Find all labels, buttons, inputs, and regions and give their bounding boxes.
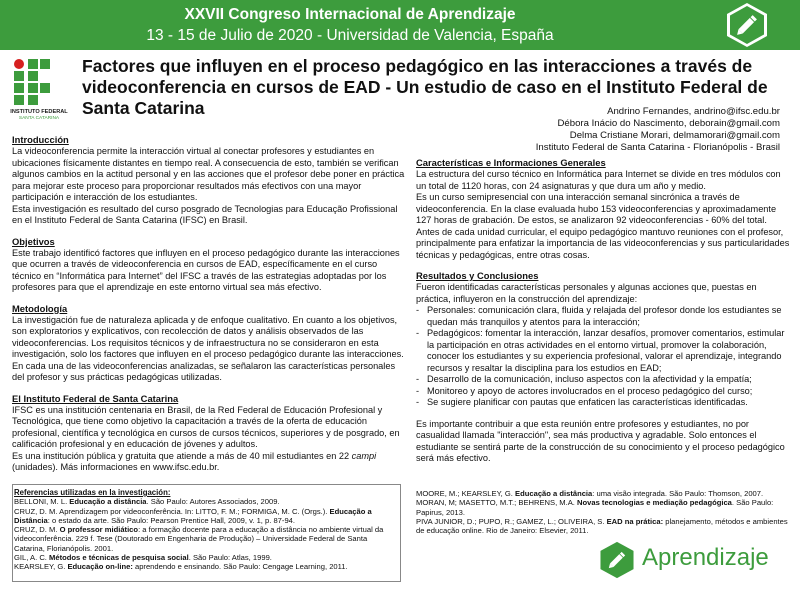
- references-left: [14, 488, 399, 572]
- pencil-icon: [724, 2, 770, 48]
- section-text: Es importante contribuir a que esta reunión entre profesores y estudiantes, no por casualidad llamada "interacción", sea más productiva y agradable. Solo entonces el estudiante se sentirá parte de la construcción de su conocimiento y el proceso pedagógico será más efectivo.: [416, 418, 785, 463]
- author-line: Delma Cristiane Morari, delmamorari@gmail.com: [569, 130, 780, 141]
- reference-item: BELLONI, M. L. Educação a distância. São Paulo: Autores Associados, 2009.: [14, 497, 280, 507]
- conference-banner: [0, 0, 800, 50]
- section-text: La videoconferencia permite la interacción virtual al conectar profesores y estudiantes en ubicaciones físicamente distantes en tiempo real. A consecuencia de esto, también se verifican algunos cambios en la actitud personal y en las acciones que el profesor debe poner en práctica para mejorar este proceso para proporcionar resultados más efectivos con una mayor participación e interacción de los estudiantes.: [12, 146, 405, 202]
- section-text: La investigación fue de naturaleza aplicada y de enfoque cualitativo. En cuanto a los objetivos, son exploratorios y explicativos, con recolección de datos y análisis observados de las videoconferencias. Los requisitos técnicos y de infraestructura no se consideraron en esta investigación, solo los factores que influyen en el proceso pedagógico durante las interacciones. En cada una de las videoconferencias analizadas, se señalaron las características personales del profesor y sus prácticas pedagógicas utilizadas.: [12, 314, 404, 382]
- section-heading: Metodología: [12, 302, 68, 314]
- section-objetivos: [12, 236, 408, 294]
- reference-item: PIVA JUNIOR, D.; PUPO, R.; GAMEZ, L.; OLIVEIRA, S. EAD na prática: planejamento, métodos e ambientes de educação online. Rio de Janeiro: Elsevier, 2011.: [416, 516, 788, 536]
- authors-block: [536, 106, 780, 154]
- conference-date-location: 13 - 15 de Julio de 2020 - Universidad de Valencia, España: [146, 27, 554, 44]
- section-caracteristicas: [416, 157, 790, 261]
- section-text: IFSC es una institución centenaria en Brasil, de la Red Federal de Educación Profesional y Tecnológica, que tiene como objetivo la capacitación a través de la oferta de educación profesional, científica y tecnológica en cursos de cursos técnicos, superiores y de posgrado, en calificación profesional y en educación de jóvenes y adultos.: [12, 404, 400, 449]
- reference-item: MORAN, M; MASETTO, M.T.; BEHRENS, M.A. Novas tecnologias e mediação pedagógica. São Paulo: Papirus, 2013.: [416, 498, 774, 517]
- author-line: Andrino Fernandes, andrino@ifsc.edu.br: [607, 106, 780, 117]
- pencil-icon: [598, 541, 636, 579]
- section-heading: Objetivos: [12, 235, 55, 247]
- section-text: Fueron identificadas características personales y algunas acciones que, puestas en práctica, influyeron en la construcción del aprendizaje:: [416, 282, 757, 304]
- logo-line2: SANTA CATARINA: [18, 116, 60, 121]
- section-text: La estructura del curso técnico en Informática para Internet se divide en tres módulos con un total de 1120 horas, con 24 asignaturas y que dura um año y medio.: [416, 169, 781, 191]
- section-text: Antes de cada unidad curricular, el equipo pedagógico mantuvo reuniones con el profesor, principalmente para enfatizar la importancia de las videoconferencias y sus particularidades técnicas y pedagógicas, entre otras cosas.: [416, 226, 790, 260]
- reference-item: MOORE, M.; KEARSLEY, G. Educação a distância: uma visão integrada. São Paulo: Thomson, 2007.: [416, 489, 764, 498]
- list-item: - Pedagógicos: fomentar la interacción, lanzar desafíos, promover comentarios, estimular la participación en otras actividades en el entorno virtual, promover la colaboración, conocer los estudiantes y su experiencia profesional, valorar el aprendizaje, integrando recursos y resaltar la disciplina para los estudios en EAD;: [416, 328, 790, 374]
- aprendizaje-brand: [598, 541, 788, 579]
- logo-line1: INSTITUTO FEDERAL: [10, 109, 68, 115]
- list-item: - Se sugiere planificar con pautas que enfaticen las características identificadas.: [416, 397, 790, 409]
- left-column: [12, 134, 408, 483]
- list-item: - Monitoreo y apoyo de actores involucrados en el proceso pedagógico del curso;: [416, 386, 790, 398]
- reference-item: GIL, A. C. Métodos e técnicas de pesquisa social. São Paulo: Atlas, 1999.: [14, 553, 272, 563]
- section-instituto: [12, 393, 408, 474]
- section-heading: Resultados y Conclusiones: [416, 270, 539, 281]
- results-list: [416, 305, 790, 409]
- list-item: - Desarrollo de la comunicación, incluso aspectos con la afectividad y la empatía;: [416, 374, 790, 386]
- reference-item: CRUZ, D. M. O professor midiático: a formação docente para a educação a distância no ambiente virtual da videoconferência. 229 f. Tese (Doutorado em Engenharia de Produção) – Universidade Federal de Santa Catarina, Florianópolis. 2001.: [14, 525, 384, 553]
- section-metodologia: [12, 303, 408, 384]
- if-logo: [6, 56, 72, 122]
- references-heading: Referencias utilizadas en la investigación:: [14, 488, 171, 497]
- list-item: - Personales: comunicación clara, fluida y relajada del profesor donde los estudiantes se quedan más tranquilos y atentos para la interacción;: [416, 305, 790, 328]
- conference-name: XXVII Congreso Internacional de Aprendizaje: [184, 6, 516, 23]
- author-line: Débora Inácio do Nascimento, deborain@gmail.com: [557, 118, 780, 129]
- section-resultados: [416, 270, 790, 465]
- reference-item: KEARSLEY, G. Educação on-line: aprendendo e ensinando. São Paulo: Cengage Learning, 2011.: [14, 562, 348, 572]
- section-heading: Introducción: [12, 134, 69, 145]
- reference-item: CRUZ, D. M. Aprendizagem por videoconferência. In: LITTO, F. M.; FORMIGA, M. C. (Orgs.). Educação a Distância: o estado da arte. São Paulo: Pearson Prentice Hall, 2009, v. 1, p. 87-94.: [14, 506, 372, 525]
- author-affiliation: Instituto Federal de Santa Catarina - Florianópolis - Brasil: [535, 142, 780, 153]
- references-right: [416, 489, 790, 535]
- poster-title: Factores que influyen en el proceso pedagógico en las interacciones a través de videoconferencia en cursos de EAD - Un estudio de caso en el Instituto Federal de Santa Catarina: [82, 56, 768, 118]
- right-column: [416, 157, 790, 474]
- section-text: Esta investigación es resultado del curso posgrado de Tecnologias para Educação Profissional en el Instituto Federal de Santa Catarina (IFSC) en Brasil.: [12, 203, 398, 225]
- section-text: Es una institución pública y gratuita que atiende a más de 40 mil estudiantes en 22 campi (unidades). Más informaciones en www.ifsc.edu.br.: [12, 450, 377, 472]
- section-heading: El Instituto Federal de Santa Catarina: [12, 392, 179, 404]
- section-introduccion: [12, 134, 408, 227]
- section-heading: Características e Informaciones Generales: [416, 157, 606, 168]
- section-text: Este trabajo identificó factores que influyen en el proceso pedagógico durante las interacciones que ocurren a través de videoconferencia en cursos de EAD, específicamente en el curso técnico en “Informática para Internet” del IFSC a través de las estrategias adoptadas por los profesores para que el aprendizaje en este entorno virtual sea más efectivo.: [12, 247, 400, 292]
- campi-italic: campi: [351, 450, 377, 461]
- brand-name: Aprendizaje: [642, 544, 769, 571]
- section-text: Es un curso semipresencial con una interacción semanal sincrónica a través de videoconferencia. En la clase evaluada hubo 153 videoconferencias y aproximadamente 127 horas de grabación. De estos, se analizaron 92 videoconferencias - 60% del total.: [416, 192, 777, 225]
